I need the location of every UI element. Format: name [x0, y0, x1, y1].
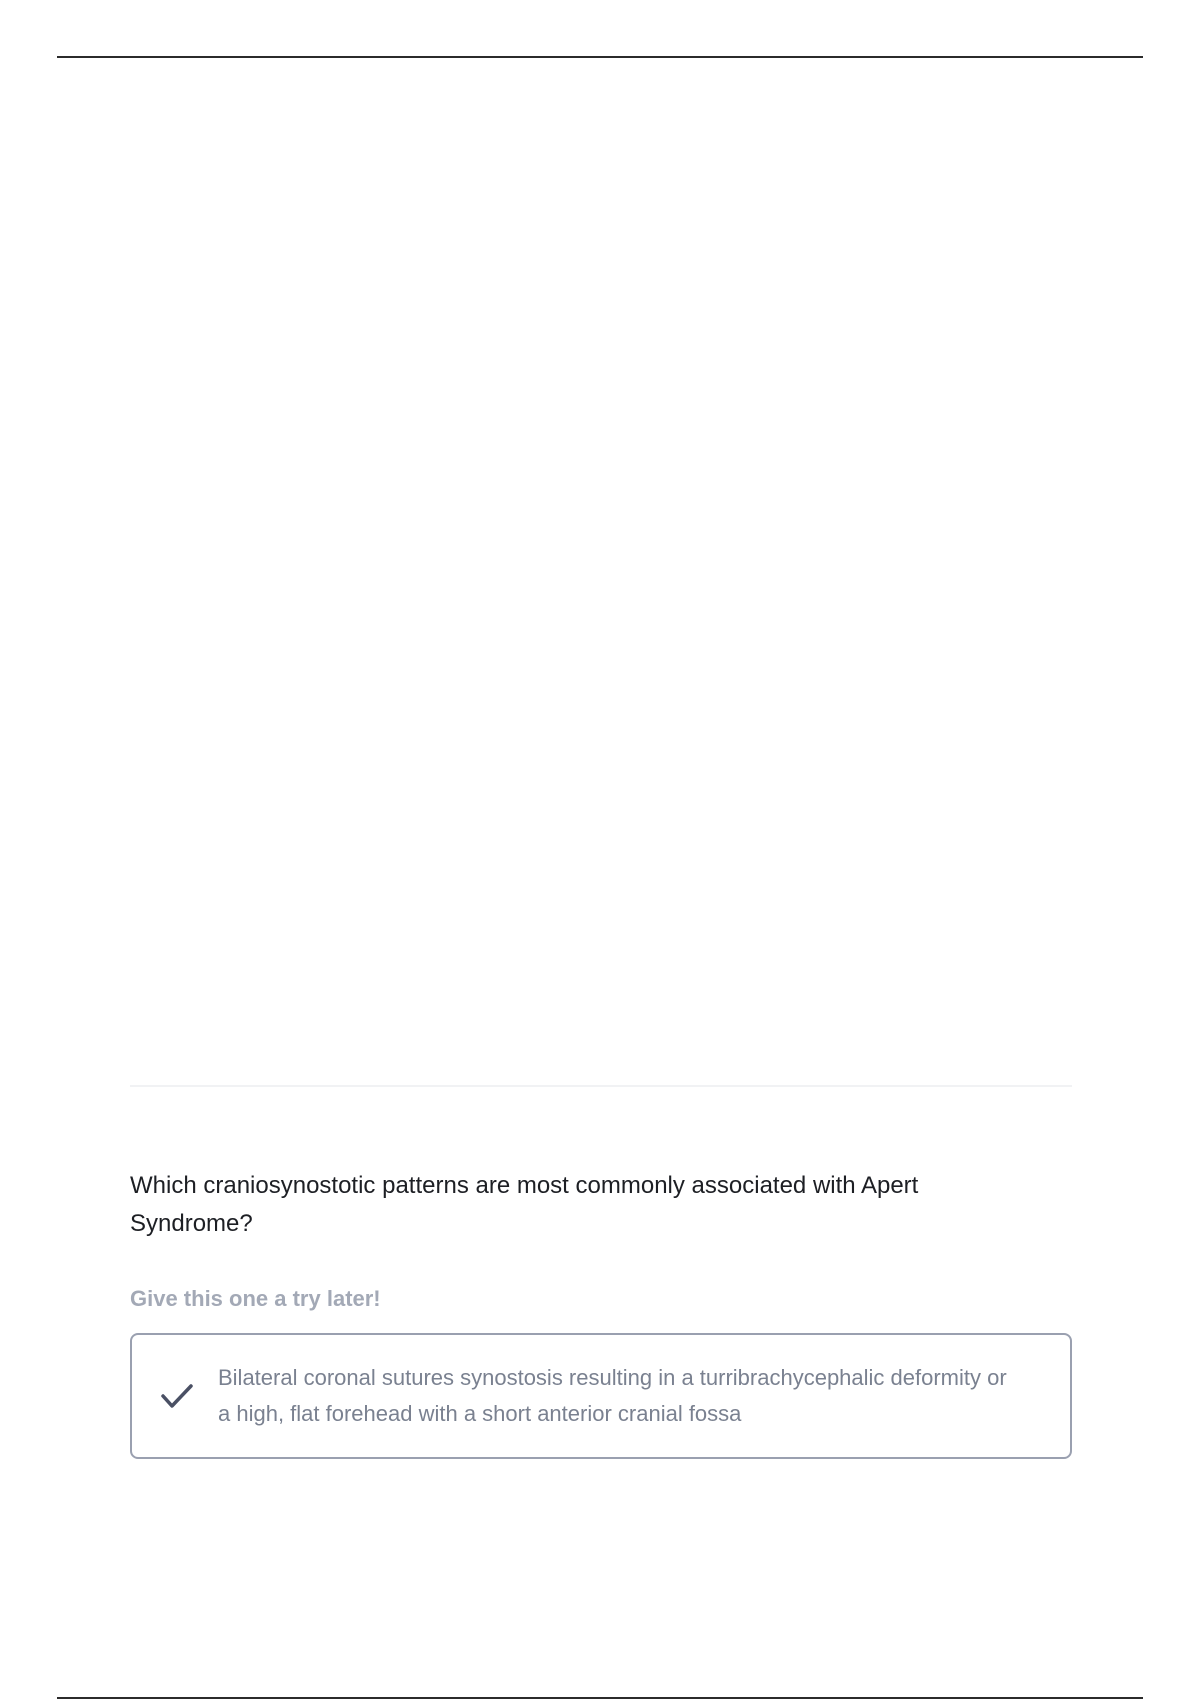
check-icon	[158, 1377, 196, 1415]
hint-text: Give this one a try later!	[130, 1286, 381, 1311]
section-divider	[130, 1085, 1072, 1087]
answer-text: Bilateral coronal sutures synostosis resulting in a turribrachycephalic deformity or a high, flat forehead with a short anterior cranial fossa	[218, 1365, 1007, 1426]
top-rule	[57, 56, 1143, 58]
question-text: Which craniosynostotic patterns are most commonly associated with Apert Syndrome?	[130, 1172, 919, 1237]
answer-option[interactable]	[130, 1333, 1072, 1459]
flashcard	[130, 1085, 1072, 1459]
bottom-rule	[57, 1697, 1143, 1699]
